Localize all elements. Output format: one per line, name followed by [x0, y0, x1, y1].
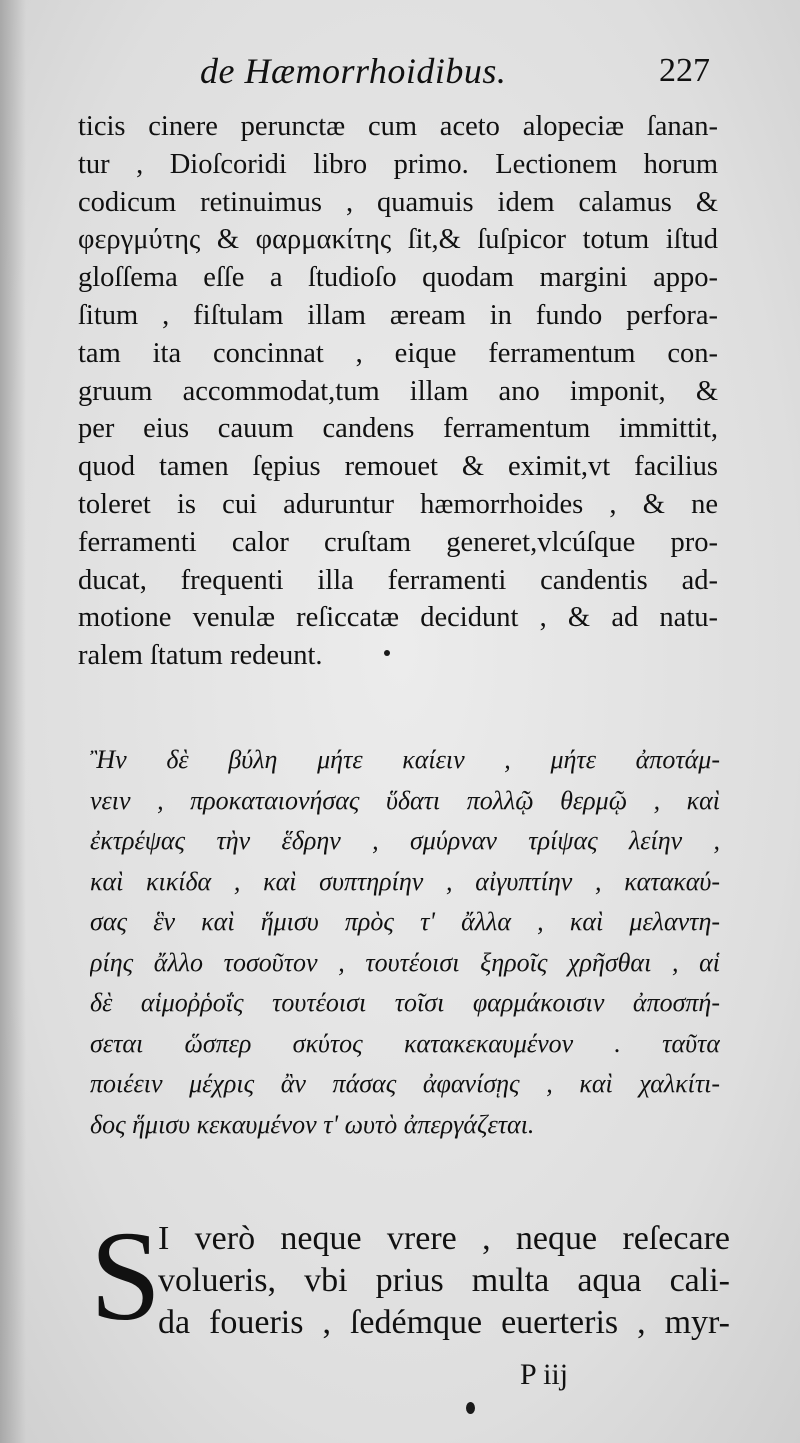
text-line: da foueris , ſedémque euerteris , myr-: [158, 1304, 730, 1341]
greek-line: δὲ αἱμοῤῥοΐς τουτέοισι τοῖσι φαρμάκοισιν ἀποσπή-: [90, 988, 720, 1017]
text-line: φεργμύτης & φαρμακίτης ſit,& ſuſpicor totum iſtud: [78, 224, 718, 256]
greek-line: σεται ὥσπερ σκύτος κατακεκαυμένον . ταῦτα: [90, 1028, 720, 1058]
final-paragraph-lines: [158, 1218, 730, 1344]
text-line: tur , Dioſcoridi libro primo. Lectionem horum: [78, 148, 718, 180]
greek-line: ρίης ἄλλο τοσοῦτον , τουτέοισι ξηροῖς χρῆσθαι , αἱ: [90, 947, 720, 977]
greek-line: νειν , προκαταιονήσας ὕδατι πολλῷ θερμῷ , καὶ: [90, 785, 720, 815]
greek-line: καὶ κικίδα , καὶ συπτηρίην , αἰγυπτίην , κατακαύ-: [90, 866, 720, 896]
text-line: ſitum , fiſtulam illam æream in fundo perfora-: [78, 299, 718, 331]
text-line: per eius cauum candens ferramentum immittit,: [78, 413, 718, 445]
greek-line: δος ἥμισυ κεκαυμένον τ' ωυτὸ ἀπεργάζεται.: [90, 1109, 535, 1139]
text-line: quod tamen ſępius remouet & eximit,vt facilius: [78, 451, 718, 483]
text-line: gloſſema eſſe a ſtudioſo quodam margini appo-: [78, 262, 718, 294]
ink-speck: [384, 650, 390, 656]
text-line: gruum accommodat,tum illam ano imponit, &: [78, 375, 718, 407]
latin-paragraph: [78, 108, 718, 675]
page-number: 227: [659, 52, 710, 89]
text-line: toleret is cui aduruntur hæmorrhoides , & ne: [78, 488, 718, 520]
text-line: volueris, vbi prius multa aqua cali-: [158, 1262, 730, 1299]
greek-paragraph: [90, 740, 720, 1145]
running-title: de Hæmorrhoidibus.: [200, 51, 507, 91]
text-line: I verò neque vrere , neque reſecare: [158, 1220, 730, 1257]
text-line: motione venulæ reſiccatæ decidunt , & ad natu-: [78, 602, 718, 634]
ink-speck: [466, 1402, 475, 1414]
text-line: ticis cinere perunctæ cum aceto alopeciæ ſanan-: [78, 111, 718, 142]
text-line: tam ita concinnat , eique ferramentum con-: [78, 337, 718, 369]
text-line: ralem ſtatum redeunt.: [78, 640, 323, 672]
signature-mark: P iij: [520, 1358, 569, 1391]
greek-line: σας ἓν καὶ ἥμισυ πρὸς τ' ἄλλα , καὶ μελαντη-: [90, 907, 720, 936]
page-gutter-shadow: [0, 0, 26, 1443]
drop-cap: S: [90, 1205, 162, 1347]
running-head: [190, 50, 710, 100]
greek-line: Ἢν δὲ βύλη μήτε καίειν , μήτε ἀποτάμ-: [90, 745, 720, 774]
text-line: codicum retinuimus , quamuis idem calamus &: [78, 186, 718, 218]
text-line: ferramenti calor cruſtam generet,vlcúſque pro-: [78, 526, 718, 558]
text-line: ducat, frequenti illa ferramenti candentis ad-: [78, 564, 718, 596]
final-paragraph: [90, 1205, 730, 1368]
greek-line: ποιέειν μέχρις ἂν πάσας ἀφανίσῃς , καὶ χαλκίτι-: [90, 1069, 720, 1098]
greek-line: ἐκτρέψας τὴν ἕδρην , σμύρναν τρίψας λείην ,: [90, 826, 720, 855]
